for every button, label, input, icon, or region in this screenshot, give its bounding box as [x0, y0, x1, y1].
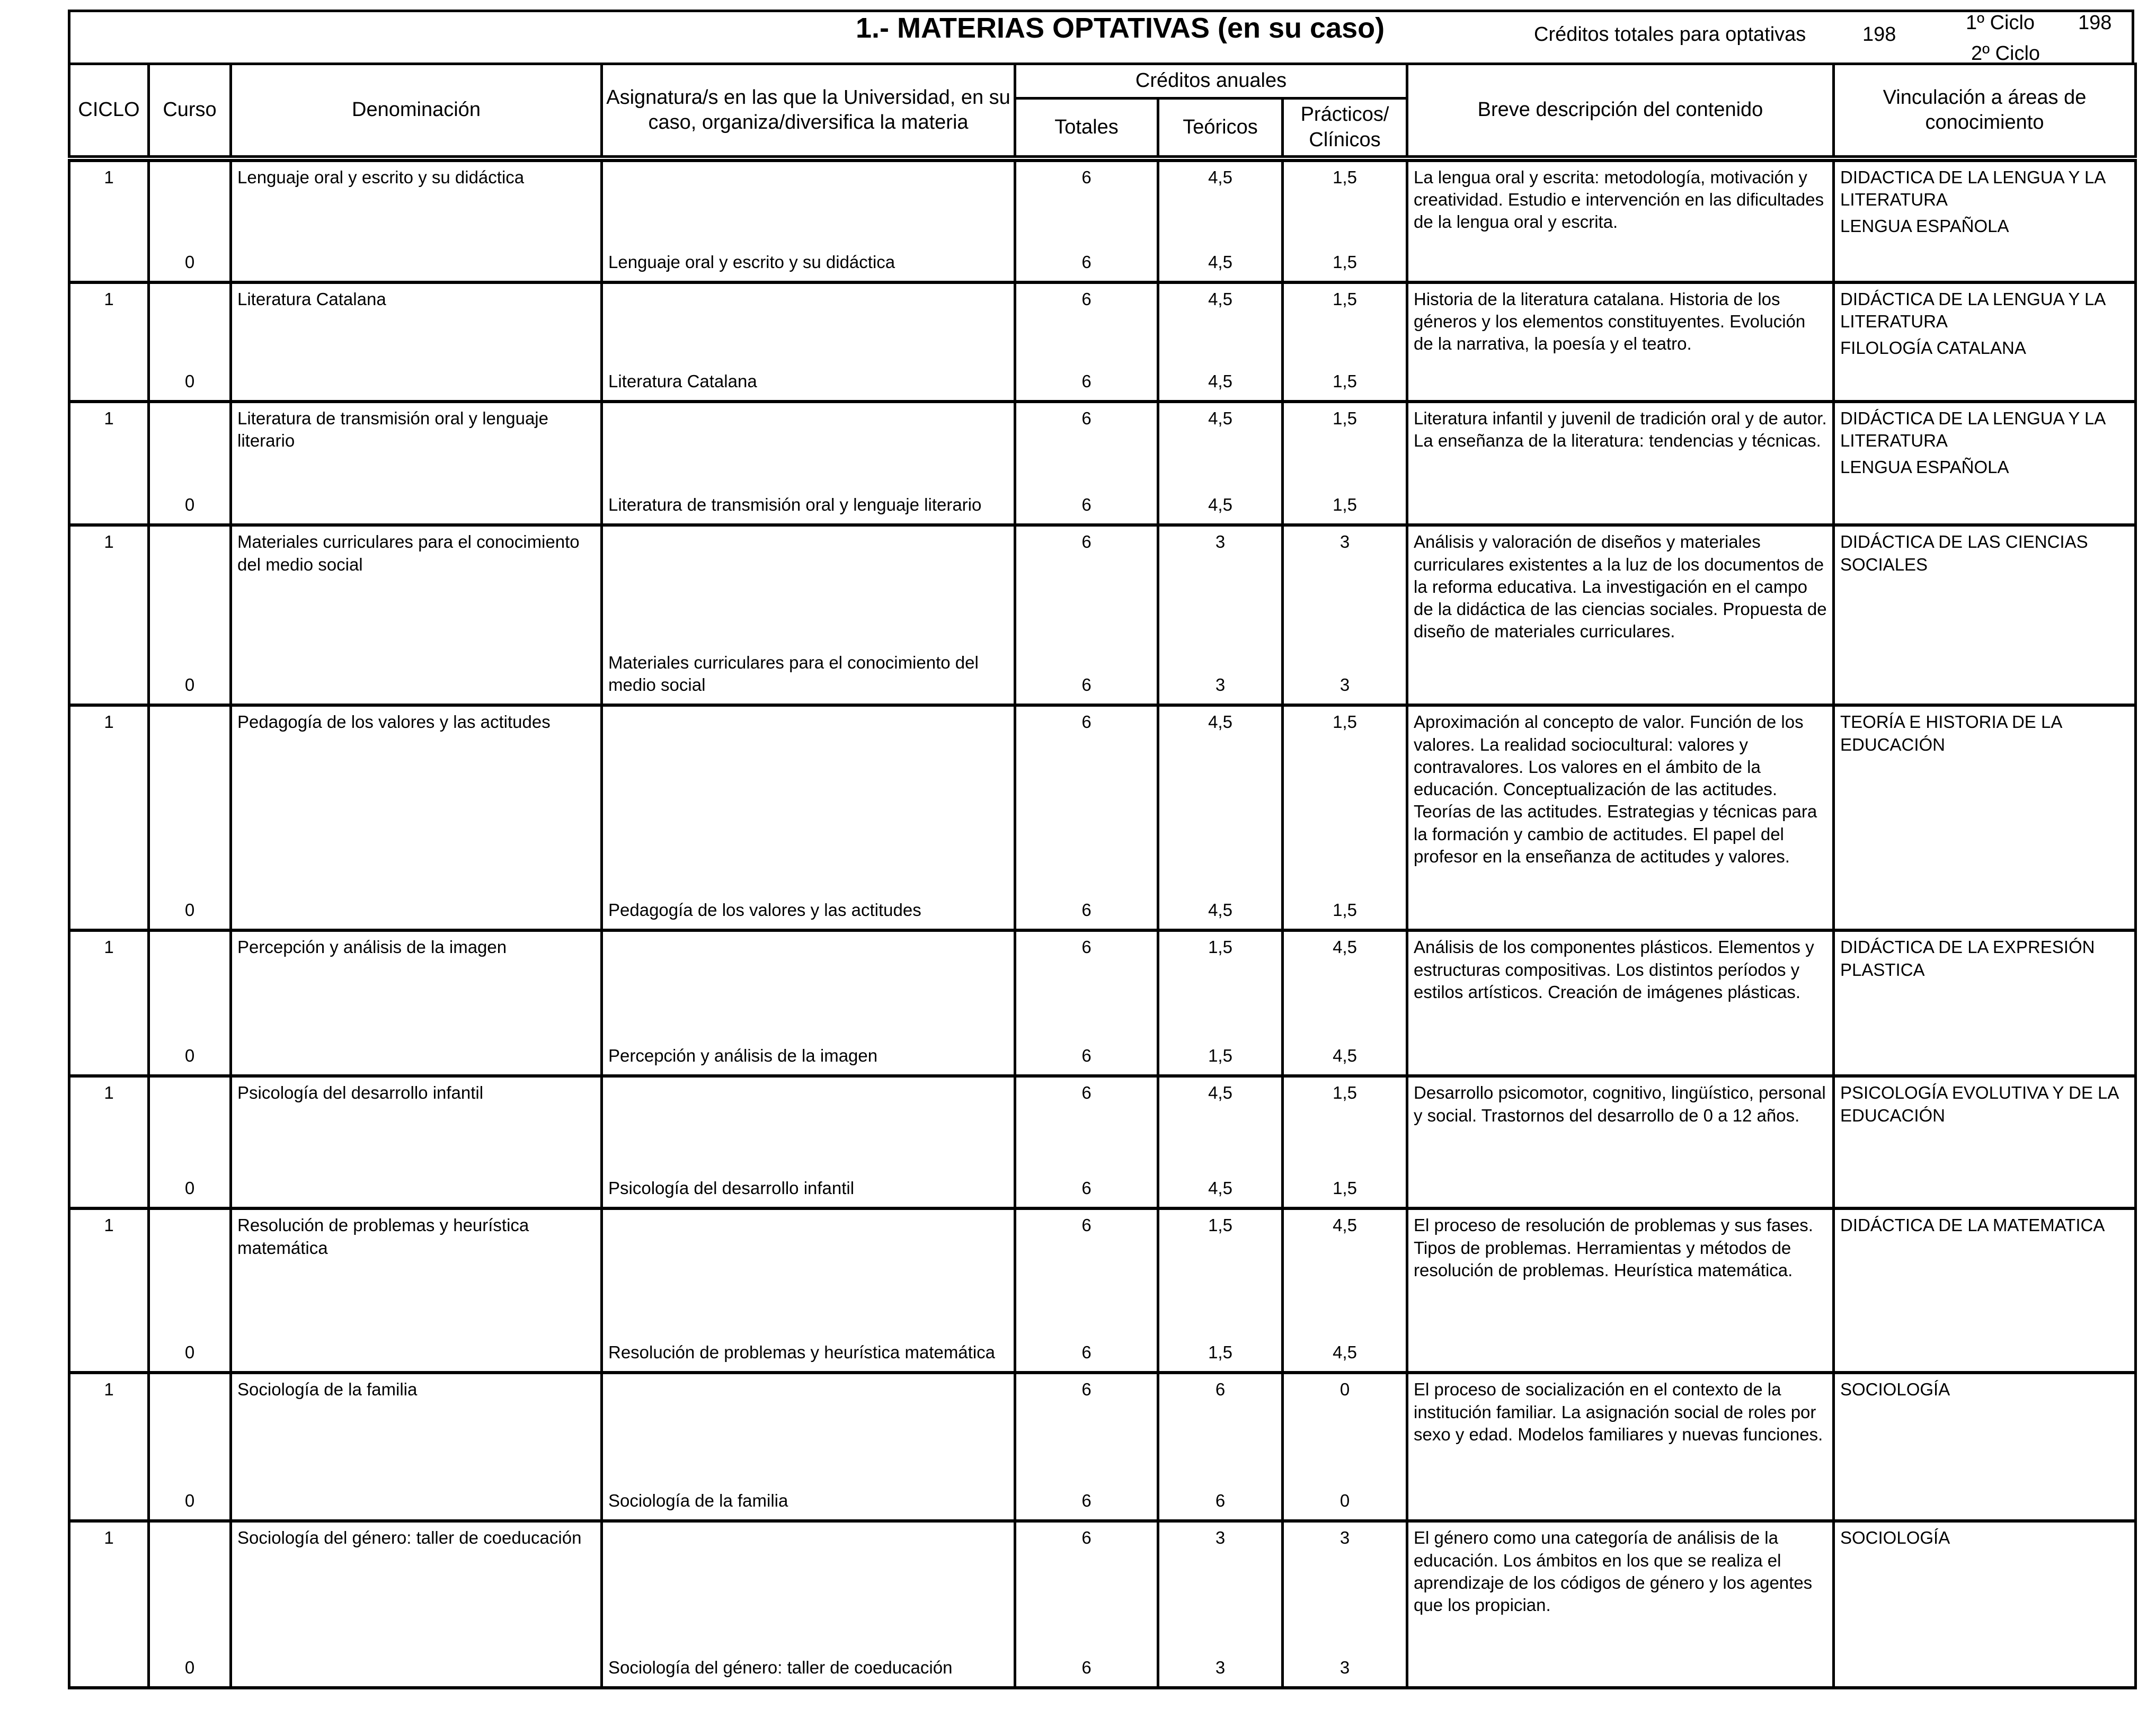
table-row	[69, 1076, 2136, 1150]
ciclo1-label: 1º Ciclo	[1966, 12, 2035, 34]
ciclo-cell: 1	[69, 402, 149, 456]
practicos2-cell: 0	[1283, 1463, 1407, 1521]
practicos-cell: 3	[1283, 525, 1407, 583]
col-ciclo: CICLO	[69, 64, 149, 157]
table-row	[69, 402, 2136, 456]
totales-cell: 6	[1015, 930, 1158, 1020]
curso-cell: 0	[149, 161, 231, 282]
page-title: 1.- MATERIAS OPTATIVAS (en su caso)	[856, 12, 1385, 44]
denominacion-cell: Materiales curriculares para el conocimiento del medio social	[231, 525, 602, 583]
col-practicos: Prácticos/ Clínicos	[1283, 99, 1407, 157]
denominacion-cell: Percepción y análisis de la imagen	[231, 930, 602, 1020]
table-row	[69, 525, 2136, 583]
area-label: SOCIOLOGÍA	[1840, 1379, 1950, 1400]
teoricos-cell: 4,5	[1158, 1076, 1283, 1150]
totales2-cell: 6	[1015, 1463, 1158, 1521]
ciclo-cell: 1	[69, 930, 149, 1020]
ciclo-empty-cell	[69, 1463, 149, 1521]
vinculacion-cell	[1834, 1521, 2136, 1688]
asignatura-empty-cell	[602, 282, 1015, 333]
creditos-value: 198	[1862, 23, 1896, 46]
teoricos-cell: 3	[1158, 525, 1283, 583]
asignatura-empty-cell	[602, 1521, 1015, 1619]
practicos-cell: 4,5	[1283, 1208, 1407, 1314]
table-row	[69, 1208, 2136, 1314]
denominacion-empty-cell	[231, 583, 602, 705]
area-label: LENGUA ESPAÑOLA	[1840, 457, 2009, 477]
curso-cell: 0	[149, 1521, 231, 1688]
col-descripcion: Breve descripción del contenido	[1407, 64, 1834, 157]
ciclo-empty-cell	[69, 456, 149, 525]
teoricos-cell: 4,5	[1158, 282, 1283, 333]
denominacion-empty-cell	[231, 1150, 602, 1208]
col-totales: Totales	[1015, 99, 1158, 157]
descripcion-cell: Literatura infantil y juvenil de tradición oral y de autor. La enseñanza de la literatura: tendencias y técnicas.	[1407, 402, 1834, 525]
asignatura-empty-cell	[602, 705, 1015, 859]
ciclo-cell: 1	[69, 1208, 149, 1314]
col-denominacion: Denominación	[231, 64, 602, 157]
table-row	[69, 161, 2136, 221]
denominacion-cell: Lenguaje oral y escrito y su didáctica	[231, 161, 602, 221]
asignatura-cell: Resolución de problemas y heurística matemática	[602, 1314, 1015, 1373]
totales-cell: 6	[1015, 402, 1158, 456]
col-creditos-anuales: Créditos anuales	[1015, 64, 1407, 99]
practicos2-cell: 3	[1283, 583, 1407, 705]
ciclo-cell: 1	[69, 1373, 149, 1463]
vinculacion-cell	[1834, 161, 2136, 282]
vinculacion-cell	[1834, 1076, 2136, 1208]
curso-cell: 0	[149, 1373, 231, 1521]
vinculacion-cell	[1834, 1373, 2136, 1521]
ciclo-empty-cell	[69, 859, 149, 930]
denominacion-empty-cell	[231, 333, 602, 402]
teoricos2-cell: 3	[1158, 583, 1283, 705]
totales-cell: 6	[1015, 525, 1158, 583]
table-row	[69, 1521, 2136, 1619]
area-label: DIDÁCTICA DE LA MATEMATICA	[1840, 1215, 2105, 1235]
asignatura-empty-cell	[602, 161, 1015, 221]
teoricos2-cell: 4,5	[1158, 333, 1283, 402]
practicos2-cell: 1,5	[1283, 221, 1407, 282]
totales-cell: 6	[1015, 1521, 1158, 1619]
descripcion-cell: El proceso de socialización en el contexto de la institución familiar. La asignación social de roles por sexo y edad. Modelos familiares y nuevas funciones.	[1407, 1373, 1834, 1521]
area-label: DIDÁCTICA DE LAS CIENCIAS SOCIALES	[1840, 532, 2088, 574]
area-label: PSICOLOGÍA EVOLUTIVA Y DE LA EDUCACIÓN	[1840, 1083, 2118, 1125]
totales-cell: 6	[1015, 1373, 1158, 1463]
totales2-cell: 6	[1015, 1150, 1158, 1208]
vinculacion-cell	[1834, 402, 2136, 525]
table-row	[69, 282, 2136, 333]
denominacion-empty-cell	[231, 1020, 602, 1076]
totales-cell: 6	[1015, 1208, 1158, 1314]
asignatura-cell: Percepción y análisis de la imagen	[602, 1020, 1015, 1076]
vinculacion-cell	[1834, 282, 2136, 402]
ciclo1-value: 198	[2078, 12, 2112, 34]
denominacion-empty-cell	[231, 1463, 602, 1521]
table-row	[69, 1373, 2136, 1463]
vinculacion-cell	[1834, 930, 2136, 1076]
ciclo2-label: 2º Ciclo	[1971, 42, 2040, 65]
asignatura-cell: Literatura de transmisión oral y lenguaje literario	[602, 456, 1015, 525]
totales2-cell: 6	[1015, 221, 1158, 282]
descripcion-cell: El proceso de resolución de problemas y sus fases. Tipos de problemas. Herramientas y métodos de resolución de problemas. Heurística matemática.	[1407, 1208, 1834, 1373]
totales-cell: 6	[1015, 282, 1158, 333]
totales2-cell: 6	[1015, 859, 1158, 930]
vinculacion-cell	[1834, 1208, 2136, 1373]
teoricos-cell: 6	[1158, 1373, 1283, 1463]
asignatura-empty-cell	[602, 1076, 1015, 1150]
teoricos-cell: 3	[1158, 1521, 1283, 1619]
denominacion-empty-cell	[231, 1314, 602, 1373]
totales2-cell: 6	[1015, 333, 1158, 402]
ciclo-empty-cell	[69, 1020, 149, 1076]
teoricos2-cell: 4,5	[1158, 1150, 1283, 1208]
descripcion-cell: Análisis de los componentes plásticos. Elementos y estructuras compositivas. Los distintos períodos y estilos artísticos. Creación de imágenes plásticas.	[1407, 930, 1834, 1076]
area-label: SOCIOLOGÍA	[1840, 1528, 1950, 1548]
ciclo-cell: 1	[69, 161, 149, 221]
totales-cell: 6	[1015, 1076, 1158, 1150]
practicos2-cell: 4,5	[1283, 1020, 1407, 1076]
col-vinculacion: Vinculación a áreas de conocimiento	[1834, 64, 2136, 157]
col-curso: Curso	[149, 64, 231, 157]
asignatura-empty-cell	[602, 525, 1015, 583]
teoricos2-cell: 6	[1158, 1463, 1283, 1521]
teoricos2-cell: 1,5	[1158, 1314, 1283, 1373]
practicos-cell: 1,5	[1283, 161, 1407, 221]
table-row	[69, 930, 2136, 1020]
denominacion-cell: Literatura Catalana	[231, 282, 602, 333]
practicos2-cell: 1,5	[1283, 859, 1407, 930]
asignatura-cell: Lenguaje oral y escrito y su didáctica	[602, 221, 1015, 282]
denominacion-cell: Sociología de la familia	[231, 1373, 602, 1463]
asignatura-cell: Psicología del desarrollo infantil	[602, 1150, 1015, 1208]
denominacion-empty-cell	[231, 859, 602, 930]
teoricos2-cell: 4,5	[1158, 221, 1283, 282]
ciclo-cell: 1	[69, 1521, 149, 1619]
asignatura-cell: Pedagogía de los valores y las actitudes	[602, 859, 1015, 930]
asignatura-cell: Materiales curriculares para el conocimiento del medio social	[602, 583, 1015, 705]
practicos-cell: 1,5	[1283, 1076, 1407, 1150]
ciclo-cell: 1	[69, 705, 149, 859]
curso-cell: 0	[149, 705, 231, 930]
practicos2-cell: 3	[1283, 1619, 1407, 1688]
vinculacion-cell	[1834, 525, 2136, 705]
area-label: DIDACTICA DE LA LENGUA Y LA LITERATURA	[1840, 167, 2105, 210]
totales2-cell: 6	[1015, 456, 1158, 525]
ciclo-empty-cell	[69, 1150, 149, 1208]
teoricos2-cell: 4,5	[1158, 456, 1283, 525]
ciclo-empty-cell	[69, 1619, 149, 1688]
descripcion-cell: La lengua oral y escrita: metodología, motivación y creatividad. Estudio e intervención en las dificultades de la lengua oral y escrita.	[1407, 161, 1834, 282]
asignatura-empty-cell	[602, 930, 1015, 1020]
asignatura-cell: Sociología del género: taller de coeducación	[602, 1619, 1015, 1688]
curso-cell: 0	[149, 930, 231, 1076]
teoricos2-cell: 1,5	[1158, 1020, 1283, 1076]
area-label: DIDÁCTICA DE LA LENGUA Y LA LITERATURA	[1840, 408, 2105, 451]
denominacion-empty-cell	[231, 221, 602, 282]
col-asignatura: Asignatura/s en las que la Universidad, en su caso, organiza/diversifica la materia	[602, 64, 1015, 157]
practicos-cell: 4,5	[1283, 930, 1407, 1020]
denominacion-cell: Pedagogía de los valores y las actitudes	[231, 705, 602, 859]
descripcion-cell: El género como una categoría de análisis de la educación. Los ámbitos en los que se realiza el aprendizaje de los códigos de género y los agentes que los propician.	[1407, 1521, 1834, 1688]
descripcion-cell: Análisis y valoración de diseños y materiales curriculares existentes a la luz de los documentos de la reforma educativa. La investigación en el campo de la didáctica de las ciencias sociales. Propuesta de diseño de materiales curriculares.	[1407, 525, 1834, 705]
area-label: TEORÍA E HISTORIA DE LA EDUCACIÓN	[1840, 712, 2062, 754]
asignatura-cell: Sociología de la familia	[602, 1463, 1015, 1521]
ciclo-empty-cell	[69, 333, 149, 402]
practicos-cell: 0	[1283, 1373, 1407, 1463]
col-teoricos: Teóricos	[1158, 99, 1283, 157]
area-label: DIDÁCTICA DE LA LENGUA Y LA LITERATURA	[1840, 289, 2105, 332]
practicos2-cell: 4,5	[1283, 1314, 1407, 1373]
materias-table	[68, 159, 2137, 1689]
teoricos-cell: 4,5	[1158, 161, 1283, 221]
teoricos-cell: 1,5	[1158, 1208, 1283, 1314]
descripcion-cell: Desarrollo psicomotor, cognitivo, lingüístico, personal y social. Trastornos del desarrollo de 0 a 12 años.	[1407, 1076, 1834, 1208]
ciclo-cell: 1	[69, 1076, 149, 1150]
practicos2-cell: 1,5	[1283, 456, 1407, 525]
ciclo-cell: 1	[69, 525, 149, 583]
practicos-cell: 3	[1283, 1521, 1407, 1619]
totales2-cell: 6	[1015, 1619, 1158, 1688]
totales-cell: 6	[1015, 705, 1158, 859]
teoricos2-cell: 3	[1158, 1619, 1283, 1688]
practicos-cell: 1,5	[1283, 282, 1407, 333]
ciclo-empty-cell	[69, 583, 149, 705]
denominacion-empty-cell	[231, 456, 602, 525]
asignatura-empty-cell	[602, 1373, 1015, 1463]
totales2-cell: 6	[1015, 583, 1158, 705]
descripcion-cell: Historia de la literatura catalana. Historia de los géneros y los elementos constituyentes. Evolución de la narrativa, la poesía y el teatro.	[1407, 282, 1834, 402]
table-row	[69, 705, 2136, 859]
teoricos-cell: 4,5	[1158, 705, 1283, 859]
column-header	[68, 63, 2137, 158]
curso-cell: 0	[149, 525, 231, 705]
denominacion-empty-cell	[231, 1619, 602, 1688]
asignatura-empty-cell	[602, 1208, 1015, 1314]
ciclo-empty-cell	[69, 221, 149, 282]
asignatura-cell: Literatura Catalana	[602, 333, 1015, 402]
curso-cell: 0	[149, 1076, 231, 1208]
denominacion-cell: Sociología del género: taller de coeducación	[231, 1521, 602, 1619]
creditos-label: Créditos totales para optativas	[1534, 23, 1806, 46]
area-label: FILOLOGÍA CATALANA	[1840, 338, 2026, 358]
totales2-cell: 6	[1015, 1020, 1158, 1076]
asignatura-empty-cell	[602, 402, 1015, 456]
ciclo-cell: 1	[69, 282, 149, 333]
practicos2-cell: 1,5	[1283, 333, 1407, 402]
denominacion-cell: Resolución de problemas y heurística matemática	[231, 1208, 602, 1314]
descripcion-cell: Aproximación al concepto de valor. Función de los valores. La realidad sociocultural: valores y contravalores. Los valores en el ámbito de la educación. Conceptualización de las actitudes. Teorías de las actitudes. Estrategias y técnicas para la formación y cambio de actitudes. El papel del profesor en la enseñanza de actitudes y valores.	[1407, 705, 1834, 930]
area-label: LENGUA ESPAÑOLA	[1840, 216, 2009, 236]
vinculacion-cell	[1834, 705, 2136, 930]
teoricos-cell: 1,5	[1158, 930, 1283, 1020]
curso-cell: 0	[149, 282, 231, 402]
teoricos-cell: 4,5	[1158, 402, 1283, 456]
denominacion-cell: Psicología del desarrollo infantil	[231, 1076, 602, 1150]
teoricos2-cell: 4,5	[1158, 859, 1283, 930]
area-label: DIDÁCTICA DE LA EXPRESIÓN PLASTICA	[1840, 937, 2095, 980]
totales-cell: 6	[1015, 161, 1158, 221]
curso-cell: 0	[149, 402, 231, 525]
totales2-cell: 6	[1015, 1314, 1158, 1373]
practicos2-cell: 1,5	[1283, 1150, 1407, 1208]
denominacion-cell: Literatura de transmisión oral y lenguaje literario	[231, 402, 602, 456]
practicos-cell: 1,5	[1283, 705, 1407, 859]
curso-cell: 0	[149, 1208, 231, 1373]
ciclo-empty-cell	[69, 1314, 149, 1373]
practicos-cell: 1,5	[1283, 402, 1407, 456]
